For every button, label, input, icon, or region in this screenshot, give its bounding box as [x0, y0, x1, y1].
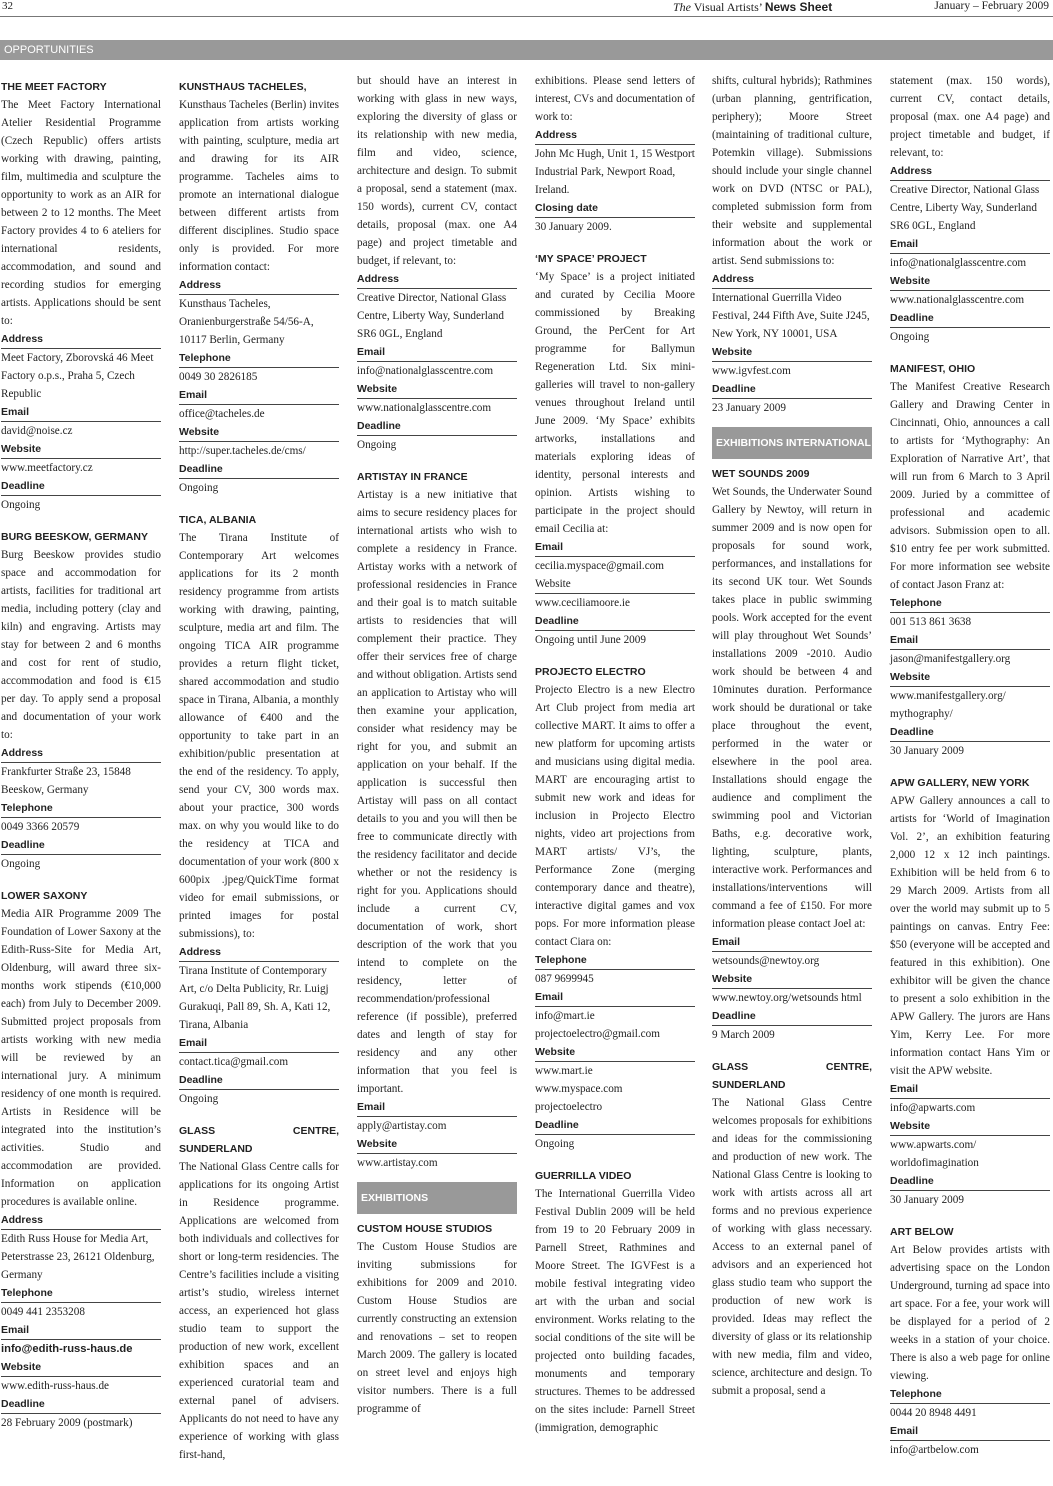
field-value: wetsounds@newtoy.org: [712, 951, 872, 970]
article-body: Artistay is a new initiative that aims to secure residency places for international artists who wish to complete a residency in France. Artistay works with a network of professional residencies in France and their goal is to match suitable artists to residencies that will complement their practice. They offer their services free of charge and without obligation. Artists send an application to Artistay who will then examine your application, consider what residency may be right for you, and submit an application on your behalf. If the application is successful then Artistay will pass on all contact details to you and you will then be free to communicate directly with the residency facilitator and decide whether or not the residency is right for you. Applications should include a current CV, documentation of work, short description of the work that you intend to complete on the residency, letter of recommendation/professional reference (if possible), preferred dates and length of stay for residency and any other information that you feel is important.: [357, 489, 517, 1095]
field-value: Ongoing until June 2009: [535, 630, 695, 649]
field-label: Deadline: [890, 1175, 934, 1187]
masthead: [673, 0, 832, 15]
page-header: [0, 0, 1053, 18]
field-value: Ongoing: [179, 478, 339, 497]
article-body: Kunsthaus Tacheles (Berlin) invites application from artists working with painting, sculpture, media art and drawing for its AIR programme. Tacheles aims to promote an international dialogue between different artists from different disciplines. Studio space only is provided. For more information contact:: [179, 99, 339, 273]
field-label: Website: [535, 1046, 576, 1058]
field-value: info@edith-russ-haus.de: [1, 1339, 161, 1358]
article-body: The International Guerrilla Video Festival Dublin 2009 will be held from 19 to 20 February 2009 in Parnell Street, Rathmines and Moore Street. The IGVFest is a mobile festival integrating video art with the urban and social environment. Works relating to the social conditions of the site will be projected onto building facades, monuments and temporary structures. Themes to be addressed on the sites include: Parnell Street (immigration, demographic: [535, 1188, 695, 1434]
field-label: Website: [1, 1361, 42, 1373]
article-heading: KUNSTHAUS TACHELES,: [179, 81, 307, 93]
article-heading: BURG BEESKOW, GERMANY: [1, 531, 149, 543]
field-label: Email: [890, 634, 919, 646]
field-value: Ongoing: [1, 854, 161, 873]
field-value: www.meetfactory.cz: [1, 458, 161, 477]
field-label: Website: [890, 275, 931, 287]
field-label: Email: [357, 346, 386, 358]
field-value: 0049 3366 20579: [1, 817, 161, 836]
field-value: 001 513 861 3638: [890, 612, 1050, 631]
field-value: www.ceciliamoore.ie: [535, 593, 695, 612]
field-value: jason@manifestgallery.org: [890, 649, 1050, 668]
masthead-italic: The: [673, 0, 691, 14]
article-body: The National Glass Centre calls for applications for its ongoing Artist in Residence programme. Applications are welcomed from both individuals and collectives for short or long-term residencies. The Centre’s facilities include a visiting artist’s studio, wireless internet access, an experienced hot glass studio team to support the production of new work, excellent exhibition spaces and an experienced curatorial team and external panel of advisers. Applicants do not need to have any experience of working with glass first-hand,: [179, 1161, 339, 1461]
field-label: Address: [357, 273, 400, 285]
column-5: [712, 72, 872, 1400]
subsection-banner: EXHIBITIONS INTERNATIONAL: [712, 427, 872, 459]
field-label: Email: [1, 406, 30, 418]
article-heading: TICA, ALBANIA: [179, 514, 257, 526]
field-label: Address: [179, 946, 222, 958]
issue-date: January – February 2009: [934, 0, 1049, 12]
article-heading: LOWER SAXONY: [1, 890, 88, 902]
field-label: Email: [357, 1101, 386, 1113]
article-body: Art Below provides artists with advertising space on the London Underground, turning ad space into art space. For a fee, your work will be displayed for a period of 2 weeks in a station of your choice. There is also a web page for online viewing.: [890, 1244, 1050, 1382]
field-label: Telephone: [890, 1388, 942, 1400]
field-value: 30 January 2009.: [535, 217, 695, 236]
field-value: info@artbelow.com: [890, 1440, 1050, 1459]
field-label: Deadline: [179, 1074, 223, 1086]
field-label: Website: [357, 383, 398, 395]
field-label: Website: [712, 973, 753, 985]
field-value: 30 January 2009: [890, 1190, 1050, 1209]
field-value: Ongoing: [1, 495, 161, 514]
article-heading: WET SOUNDS 2009: [712, 468, 810, 480]
field-value: www.manifestgallery.org/ mythography/: [890, 686, 1050, 723]
field-value: 087 9699945: [535, 969, 695, 988]
field-value: 23 January 2009: [712, 398, 872, 417]
field-value: 0044 20 8948 4491: [890, 1403, 1050, 1422]
column-6: [890, 72, 1050, 1459]
field-value: www.nationalglasscentre.com: [357, 398, 517, 417]
field-label: Address: [1, 333, 44, 345]
column-1: [1, 72, 161, 1432]
field-label: Telephone: [535, 954, 587, 966]
field-label: Website: [1, 443, 42, 455]
field-value: contact.tica@gmail.com: [179, 1052, 339, 1071]
field-label: Address: [1, 1214, 44, 1226]
field-label: Email: [890, 1425, 919, 1437]
field-value: 9 March 2009: [712, 1025, 872, 1044]
article-body: The Tirana Institute of Contemporary Art welcomes applications for its 2 month residency programme from artists working with drawing, painting, sculpture, media art and film. The ongoing TICA AIR programme provides a return flight ticket, shared accommodation and studio space in Tirana, Albania, a monthly allowance of €400 and the opportunity to take part in an exhibition/public presentation at the end of the residency. To apply, send your CV, 300 words max. about your practice, 300 words max. on why you would like to do the residency at TICA and documentation of your work (800 x 600pix .jpeg/QuickTime format video for email submissions, or printed images for postal submissions), to:: [179, 532, 339, 940]
field-value: info@apwarts.com: [890, 1098, 1050, 1117]
field-value: Kunsthaus Tacheles, Oranienburgerstraße 54/56-A, 10117 Berlin, Germany: [179, 294, 339, 349]
field-label: Deadline: [1, 480, 45, 492]
contact-value-line: projectoelectro: [535, 1101, 603, 1113]
field-label: Deadline: [179, 463, 223, 475]
page-number: 32: [2, 0, 13, 12]
field-value: 0049 30 2826185: [179, 367, 339, 386]
field-value: 0049 441 2353208: [1, 1302, 161, 1321]
field-label: Email: [890, 1083, 919, 1095]
field-value: 28 February 2009 (postmark): [1, 1413, 161, 1432]
field-value: cecilia.myspace@gmail.com: [535, 556, 695, 575]
field-value: www.artistay.com: [357, 1153, 517, 1172]
field-label: Website: [890, 1120, 931, 1132]
field-value: david@noise.cz: [1, 421, 161, 440]
field-label: Website: [712, 346, 753, 358]
field-value: info@mart.ie: [535, 1006, 695, 1025]
field-value: http://super.tacheles.de/cms/: [179, 441, 339, 460]
field-label: Email: [179, 1037, 208, 1049]
field-value: www.mart.ie: [535, 1061, 695, 1080]
article-body: shifts, cultural hybrids); Rathmines (urban planning, gentrification, periphery); Moore Street (maintaining of traditional culture, Potemkin village). Submissions should include your single channel work on DVD (NTSC or PAL), completed submission form from their website and supplemental information about the work or artist. Send submissions to:: [712, 75, 872, 267]
field-label: Deadline: [890, 726, 934, 738]
field-value: www.apwarts.com/ worldofimagination: [890, 1135, 1050, 1172]
article-heading: CUSTOM HOUSE STUDIOS: [357, 1223, 493, 1235]
field-label: Email: [179, 389, 208, 401]
field-label: Website: [890, 671, 931, 683]
article-body: ‘My Space’ is a project initiated and curated by Cecilia Moore commissioned by Breaking Ground, the PerCent for Art programme for Ballymun Regeneration Ltd. Six mini-galleries will travel to non-gallery venues throughout Ireland until June 2009. ‘My Space’ exhibits artworks, installations and materials exploring ideas of identity, personal interests and opinion. Artists wishing to participate in the project should email Cecilia at:: [535, 271, 695, 535]
field-label: Telephone: [1, 802, 53, 814]
header-rule: [0, 16, 1053, 17]
article-body: The Meet Factory International Atelier Residential Programme (Czech Republic) offers artists working with drawing, painting, film, multimedia and sculpture the opportunity to work as an AIR for between 2 to 12 months. The Meet Factory provides 4 to 6 ateliers for international residents, accommodation, and sound and recording studios for emerging artists. Applications should be sent to:: [1, 99, 161, 327]
article-body: Burg Beeskow provides studio space and accommodation for artists, facilities for traditional art media, including pottery (clay and kiln) and engraving. Artists may stay for between 2 and 6 months and cost for rent of studio, accommodation and food is €15 per day. To apply send a proposal and documentation of your work to:: [1, 549, 161, 741]
field-value: Creative Director, National Glass Centre, Liberty Way, Sunderland SR6 0GL, England: [890, 180, 1050, 235]
article-body: Wet Sounds, the Underwater Sound Gallery by Newtoy, will return in summer 2009 and is now open for proposals for sound work, performances, and installations for its second UK tour. Wet Sounds takes place in public swimming pools. Work accepted for the event will play throughout Wet Sounds’ installations 2009 -2010. Audio work should be between 4 and 10minutes duration. Performance work should be durational or take place throughout the event, performed in the water or elsewhere in the pool area. Installations should engage the audience and compliment the swimming pool and Victorian Baths, e.g. decorative work, lighting, sculpture, plants, interactive work. Performances and installations/interventions will command a fee of £150. For more information please contact Joel at:: [712, 486, 872, 930]
field-label: Email: [535, 541, 564, 553]
field-label: Address: [890, 165, 933, 177]
field-label: Address: [179, 279, 222, 291]
field-value: Ongoing: [535, 1134, 695, 1153]
article-heading: ARTISTAY IN FRANCE: [357, 471, 468, 483]
article-body: The Manifest Creative Research Gallery and Drawing Center in Cincinnati, Ohio, announces a call to artists for ‘Mythography: An Exploration of Narrative Art’, that will run from 6 March to 3 April 2009. Juried by a committee of professional and academic advisors. Submission open to all. $10 entry fee per work submitted. For more information see website of contact Jason Franz at:: [890, 381, 1050, 591]
field-value: office@tacheles.de: [179, 404, 339, 423]
field-label: Website: [357, 1138, 398, 1150]
article-body: Projecto Electro is a new Electro Art Club project from media art collective MART. It aims to offer a new platform for upcoming artists and musicians using digital media. MART are encouraging artist to submit new work and ideas for inclusion in Projecto Electro nights, video art projections from MART artists/ VJ’s, the Performance Zone (merging contemporary dance and theatre), interactive digital games and vox pops. For more information please contact Ciara on:: [535, 684, 695, 948]
field-value: Ongoing: [179, 1089, 339, 1108]
masthead-bold: News Sheet: [764, 0, 833, 14]
article-body: APW Gallery announces a call to artists for ‘World of Imagination Vol. 2’, an exhibition featuring 2,000 12 x 12 inch paintings. Exhibition will be held from 6 to 29 March 2009. Artists from all over the world may submit up to 5 paintings on canvas. Entry Fee: $50 (everyone will be accepted and featured in this exhibition). One exhibitor will be given the chance to present a solo exhibition in the APW Gallery. The jurors are Hans Yim, Kerry Lee. For more information contact Hans Yim or visit the APW website.: [890, 795, 1050, 1077]
field-value: www.edith-russ-haus.de: [1, 1376, 161, 1395]
field-label: Telephone: [1, 1287, 53, 1299]
field-value: John Mc Hugh, Unit 1, 15 Westport Industrial Park, Newport Road, Ireland.: [535, 144, 695, 199]
field-label: Address: [535, 129, 578, 141]
field-value: Creative Director, National Glass Centre, Liberty Way, Sunderland SR6 0GL, England: [357, 288, 517, 343]
field-label: Website: [179, 426, 220, 438]
field-label: Address: [1, 747, 44, 759]
article-body: The National Glass Centre welcomes proposals for exhibitions and ideas for the commissioning and production of new work. The National Glass Centre is looking to work with artists across all art forms and no previous experience of working with glass necessary. Access to an external panel of advisors and an experienced hot glass studio team who support the production of new work is provided. Ideas may reflect the diversity of glass or its relationship with new media, film and video, science, architecture and design. To submit a proposal, send a: [712, 1097, 872, 1397]
field-label: Telephone: [890, 597, 942, 609]
field-label: Email: [1, 1324, 30, 1336]
field-value: Ongoing: [890, 327, 1050, 346]
article-heading: PROJECTO ELECTRO: [535, 666, 646, 678]
article-heading: ‘MY SPACE’ PROJECT: [535, 253, 647, 265]
section-title: OPPORTUNITIES: [0, 40, 1053, 60]
field-value: Edith Russ House for Media Art, Peterstrasse 23, 26121 Oldenburg, Germany: [1, 1229, 161, 1284]
article-body: statement (max. 150 words), current CV, contact details, proposal (max. one A4 page) and project timetable and budget, if relevant, to:: [890, 75, 1050, 159]
article-body: Website: [535, 578, 571, 590]
field-label: Deadline: [1, 1398, 45, 1410]
masthead-middle: Visual Artists’: [691, 0, 765, 14]
article-body: but should have an interest in working with glass in new ways, exploring the diversity of glass or its relationship with new media, film and video, science, architecture and design. To submit a proposal, send a statement (max. 150 words), current CV, contact details, proposal (max. one A4 page) and project timetable and budget, if relevant, to:: [357, 75, 517, 267]
field-value: www.nationalglasscentre.com: [890, 290, 1050, 309]
field-label: Deadline: [357, 420, 401, 432]
article-heading: GLASS CENTRE, SUNDERLAND: [712, 1061, 872, 1091]
field-label: Address: [712, 273, 755, 285]
field-label: Deadline: [1, 839, 45, 851]
field-value: info@nationalglasscentre.com: [357, 361, 517, 380]
field-label: Email: [890, 238, 919, 250]
column-2: [179, 72, 339, 1464]
column-3: [357, 72, 517, 1418]
article-heading: GLASS CENTRE, SUNDERLAND: [179, 1125, 339, 1155]
field-value: apply@artistay.com: [357, 1116, 517, 1135]
field-label: Deadline: [535, 1119, 579, 1131]
article-body: exhibitions. Please send letters of interest, CVs and documentation of work to:: [535, 75, 695, 123]
article-heading: THE MEET FACTORY: [1, 81, 107, 93]
article-heading: APW GALLERY, NEW YORK: [890, 777, 1030, 789]
field-label: Deadline: [535, 615, 579, 627]
field-label: Email: [712, 936, 741, 948]
article-body: The Custom House Studios are inviting submissions for exhibitions for 2009 and 2010. Custom House Studios are currently constructing an extension and renovations – set to reopen March 2009. The gallery is located on street level and enjoys high visitor numbers. There is a full programme of: [357, 1241, 517, 1415]
field-value: 30 January 2009: [890, 741, 1050, 760]
contact-value-line: www.myspace.com: [535, 1083, 623, 1095]
field-value: Meet Factory, Zborovská 46 Meet Factory o.p.s., Praha 5, Czech Republic: [1, 348, 161, 403]
field-label: Deadline: [890, 312, 934, 324]
article-heading: MANIFEST, OHIO: [890, 363, 976, 375]
field-value: International Guerrilla Video Festival, 244 Fifth Ave, Suite J245, New York, NY 10001, USA: [712, 288, 872, 343]
field-value: www.newtoy.org/wetsounds html: [712, 988, 872, 1007]
article-heading: GUERRILLA VIDEO: [535, 1170, 632, 1182]
article-body: Media AIR Programme 2009 The Foundation of Lower Saxony at the Edith-Russ-Site for Media Art, Oldenburg, will award three six-months work stipends (€10,000 each) from July to December 2009. Submitted project proposals from artists working with new media will be reviewed by an international jury. A minimum residency of one month is required. Artists in Residence will be integrated into the institution’s activities. Studio and accommodation are provided. Information on application procedures is available online.: [1, 908, 161, 1208]
article-heading: ART BELOW: [890, 1226, 954, 1238]
field-label: Email: [535, 991, 564, 1003]
field-label: Closing date: [535, 202, 599, 214]
field-label: Deadline: [712, 383, 756, 395]
field-value: info@nationalglasscentre.com: [890, 253, 1050, 272]
contact-value-line: projectoelectro@gmail.com: [535, 1028, 660, 1040]
subsection-banner: EXHIBITIONS: [357, 1182, 517, 1214]
field-value: Ongoing: [357, 435, 517, 454]
field-value: www.igvfest.com: [712, 361, 872, 380]
field-value: Tirana Institute of Contemporary Art, c/o Delta Publicity, Rr. Luigj Gurakuqi, Pall 89, Sh. A, Kati 12, Tirana, Albania: [179, 961, 339, 1034]
field-label: Telephone: [179, 352, 231, 364]
field-label: Deadline: [712, 1010, 756, 1022]
field-value: Frankfurter Straße 23, 15848 Beeskow, Germany: [1, 762, 161, 799]
column-4: [535, 72, 695, 1437]
